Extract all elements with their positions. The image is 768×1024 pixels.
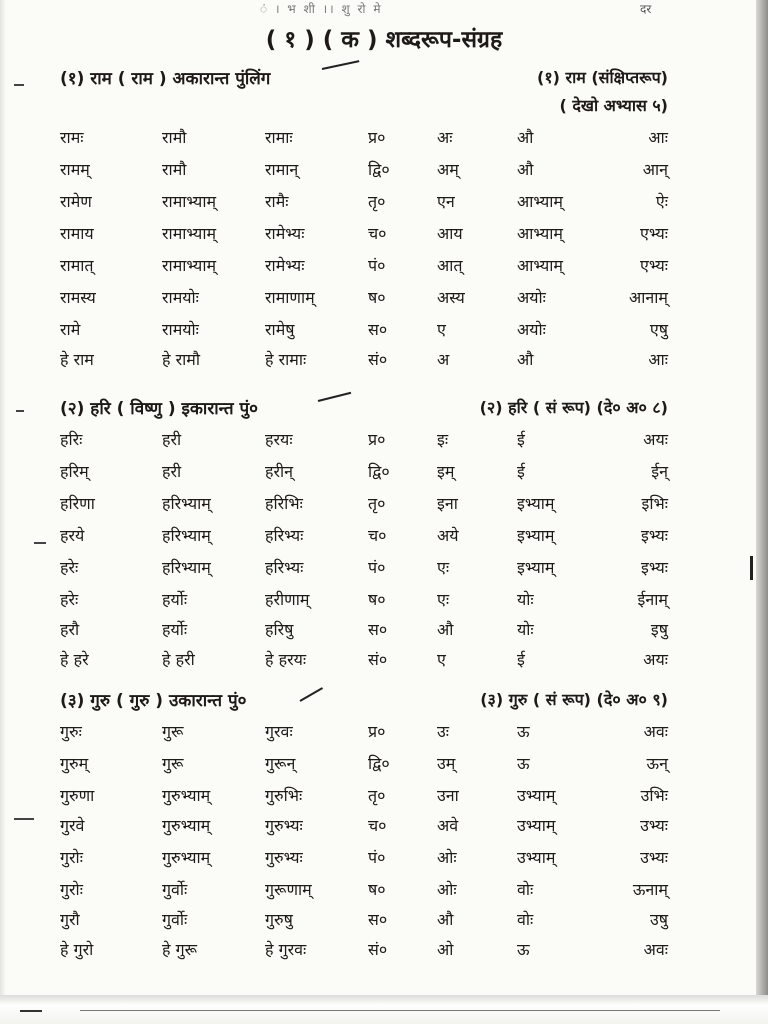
- margin-mark: [14, 818, 34, 820]
- table-cell: हे रामाः: [265, 350, 307, 369]
- table-cell: ईन्: [651, 462, 668, 481]
- page-binding-edge: [756, 0, 768, 1000]
- table-cell: गुरू: [162, 754, 184, 773]
- case-abbreviation: ष०: [368, 590, 386, 609]
- case-abbreviation: तृ०: [368, 192, 386, 211]
- table-cell: रामयोः: [162, 320, 199, 339]
- section-1-title: (१) राम ( राम ) अकारान्त पुंलिंग: [60, 69, 271, 89]
- table-cell: वोः: [517, 880, 534, 899]
- table-cell: ई: [517, 462, 525, 481]
- table-cell: गुरुणा: [60, 786, 95, 805]
- table-cell: हरिणा: [60, 494, 95, 513]
- table-cell: आय: [437, 224, 463, 243]
- table-cell: ऊ: [517, 754, 530, 773]
- table-cell: हरौ: [60, 620, 80, 639]
- table-cell: एषु: [649, 320, 668, 339]
- section-3-subtitle: (३) गुरु ( सं रूप) (दे० अ० ९): [480, 690, 668, 709]
- case-abbreviation: ष०: [368, 880, 386, 899]
- table-cell: रामे: [60, 320, 81, 339]
- cut-off-header-text: ं । भ शी ।। शु रो मे: [260, 2, 383, 16]
- table-cell: हरी: [162, 430, 182, 449]
- table-cell: हे गुरू: [162, 940, 198, 959]
- table-cell: हरिषु: [265, 620, 294, 639]
- table-cell: गुरू: [162, 722, 184, 741]
- table-cell: ई: [517, 430, 525, 449]
- table-cell: रामः: [60, 128, 84, 147]
- table-cell: गुरूणाम्: [265, 880, 312, 899]
- table-cell: हे हरी: [162, 650, 195, 669]
- table-cell: योः: [517, 590, 534, 609]
- pen-tick-mark: [300, 687, 324, 702]
- table-cell: इभ्याम्: [517, 526, 555, 545]
- case-abbreviation: तृ०: [368, 786, 386, 805]
- section-2-subtitle: (२) हरि ( सं रूप) (दे० अ० ८): [479, 398, 668, 417]
- table-cell: हे रामौ: [162, 350, 200, 369]
- table-cell: इषु: [650, 620, 668, 639]
- case-abbreviation: पं०: [368, 256, 386, 275]
- table-cell: आभ्याम्: [517, 224, 564, 243]
- table-cell: रामाभ्याम्: [162, 256, 217, 275]
- case-abbreviation: प्र०: [368, 430, 386, 449]
- table-cell: इभ्याम्: [517, 494, 555, 513]
- table-cell: आन्: [642, 160, 668, 179]
- table-cell: गुरौ: [60, 910, 80, 929]
- table-cell: ईनाम्: [637, 590, 668, 609]
- table-cell: हरीणाम्: [265, 590, 310, 609]
- table-cell: गुरुषु: [265, 910, 293, 929]
- case-abbreviation: पं०: [368, 558, 386, 577]
- table-cell: ए: [437, 320, 446, 339]
- table-cell: ए: [437, 650, 446, 669]
- table-cell: अवः: [643, 722, 668, 741]
- bottom-rule: [80, 1010, 720, 1011]
- table-cell: अस्य: [437, 288, 465, 307]
- table-cell: गुरुभ्याम्: [162, 848, 211, 867]
- table-cell: हरेः: [60, 590, 79, 609]
- table-cell: गुरुभिः: [265, 786, 303, 805]
- table-cell: रामेभ्यः: [265, 224, 305, 243]
- page-left-shadow: [0, 0, 6, 1000]
- case-abbreviation: द्वि०: [368, 160, 390, 179]
- table-cell: गुरुम्: [60, 754, 89, 773]
- table-cell: उना: [437, 786, 459, 805]
- table-cell: हे हरयः: [265, 650, 307, 669]
- table-cell: हर्योः: [162, 590, 188, 609]
- table-cell: रामौ: [162, 160, 187, 179]
- table-cell: इभ्यः: [640, 526, 668, 545]
- table-cell: गुरुभ्याम्: [162, 816, 211, 835]
- table-cell: औ: [437, 620, 454, 639]
- table-cell: वोः: [517, 910, 534, 929]
- margin-mark: [34, 542, 46, 544]
- table-cell: हरिभ्यः: [265, 558, 304, 577]
- table-cell: अम्: [437, 160, 459, 179]
- table-cell: अः: [437, 128, 453, 147]
- table-cell: उभ्यः: [640, 848, 668, 867]
- table-cell: आत्: [437, 256, 463, 275]
- table-cell: रामाय: [60, 224, 94, 243]
- table-cell: हे हरे: [60, 650, 89, 669]
- table-cell: हे गुरो: [60, 940, 94, 959]
- table-cell: हरिभ्याम्: [162, 526, 211, 545]
- table-cell: गुर्वोः: [162, 880, 188, 899]
- table-cell: हरिभ्यः: [265, 526, 304, 545]
- table-cell: एभ्यः: [639, 224, 668, 243]
- case-abbreviation: सं०: [368, 940, 388, 959]
- table-cell: अवे: [437, 816, 459, 835]
- table-cell: रामौ: [162, 128, 187, 147]
- table-cell: गुरवे: [60, 816, 85, 835]
- table-cell: योः: [517, 620, 534, 639]
- table-cell: गुरून्: [265, 754, 296, 773]
- table-cell: हरिम्: [60, 462, 89, 481]
- table-cell: हे गुरवः: [265, 940, 307, 959]
- table-cell: हे राम: [60, 350, 94, 369]
- table-cell: एन: [437, 192, 455, 211]
- table-cell: रामेभ्यः: [265, 256, 305, 275]
- table-cell: अ: [437, 350, 450, 369]
- table-cell: एः: [437, 590, 450, 609]
- table-cell: उः: [437, 722, 450, 741]
- margin-mark: [16, 410, 24, 412]
- table-cell: ओः: [437, 848, 457, 867]
- table-cell: अयः: [643, 430, 668, 449]
- table-cell: अयः: [643, 650, 668, 669]
- section-2-title: (२) हरि ( विष्णु ) इकारान्त पुं०: [60, 399, 259, 419]
- table-cell: रामाणाम्: [265, 288, 315, 307]
- case-abbreviation: प्र०: [368, 722, 386, 741]
- table-cell: गुरुभ्यः: [265, 848, 303, 867]
- pen-tick-mark: [322, 60, 360, 70]
- case-abbreviation: स०: [368, 620, 388, 639]
- table-cell: आभ्याम्: [517, 192, 564, 211]
- table-cell: ऊ: [517, 940, 530, 959]
- table-cell: औ: [517, 128, 534, 147]
- table-cell: रामात्: [60, 256, 94, 275]
- case-abbreviation: सं०: [368, 650, 388, 669]
- section-3-title: (३) गुरु ( गुरु ) उकारान्त पुं०: [60, 691, 247, 711]
- case-abbreviation: च०: [368, 526, 387, 545]
- table-cell: उभ्यः: [640, 816, 668, 835]
- case-abbreviation: च०: [368, 224, 387, 243]
- table-cell: गुरवः: [265, 722, 293, 741]
- table-cell: आः: [648, 128, 668, 147]
- table-cell: रामान्: [265, 160, 299, 179]
- table-cell: आनाम्: [629, 288, 668, 307]
- table-cell: अयोः: [517, 320, 546, 339]
- table-cell: उभिः: [640, 786, 668, 805]
- case-abbreviation: ष०: [368, 288, 386, 307]
- table-cell: हरये: [60, 526, 85, 545]
- page-title: ( १ ) ( क ) शब्दरूप-संग्रह: [265, 27, 503, 53]
- table-cell: हरेः: [60, 558, 79, 577]
- case-abbreviation: स०: [368, 910, 388, 929]
- table-cell: हरिभिः: [265, 494, 303, 513]
- section-1-subtitle: (१) राम (संक्षिप्तरूप): [537, 68, 668, 87]
- table-cell: औ: [517, 350, 534, 369]
- table-cell: गुर्वोः: [162, 910, 188, 929]
- table-cell: ओः: [437, 880, 457, 899]
- table-cell: अये: [437, 526, 459, 545]
- table-cell: ऊ: [517, 722, 530, 741]
- table-cell: इभिः: [641, 494, 668, 513]
- case-abbreviation: द्वि०: [368, 754, 390, 773]
- table-cell: उम्: [437, 754, 456, 773]
- case-abbreviation: प्र०: [368, 128, 386, 147]
- case-abbreviation: द्वि०: [368, 462, 390, 481]
- table-cell: गुरोः: [60, 880, 83, 899]
- table-cell: इभ्यः: [640, 558, 668, 577]
- section-1-reference: ( देखो अभ्यास ५): [559, 96, 668, 115]
- table-cell: रामेषु: [265, 320, 295, 339]
- case-abbreviation: सं०: [368, 350, 388, 369]
- table-cell: रामैः: [265, 192, 289, 211]
- table-cell: ई: [517, 650, 525, 669]
- page-number: दर: [640, 2, 652, 16]
- table-cell: हरी: [162, 462, 182, 481]
- table-cell: अवः: [643, 940, 668, 959]
- table-cell: इना: [437, 494, 458, 513]
- margin-mark: [750, 556, 753, 580]
- table-cell: इभ्याम्: [517, 558, 555, 577]
- table-cell: उभ्याम्: [517, 848, 556, 867]
- table-cell: एः: [437, 558, 450, 577]
- table-cell: औ: [437, 910, 454, 929]
- table-cell: ऐः: [655, 192, 668, 211]
- table-cell: रामम्: [60, 160, 90, 179]
- table-cell: ऊन्: [646, 754, 668, 773]
- table-cell: हर्योः: [162, 620, 188, 639]
- table-cell: गुरुः: [60, 722, 82, 741]
- table-cell: एभ्यः: [639, 256, 668, 275]
- margin-mark: [14, 84, 24, 86]
- table-cell: इम्: [437, 462, 455, 481]
- table-cell: हरयः: [265, 430, 293, 449]
- table-cell: रामाभ्याम्: [162, 192, 217, 211]
- table-cell: गुरुभ्यः: [265, 816, 303, 835]
- table-cell: ओ: [437, 940, 454, 959]
- case-abbreviation: पं०: [368, 848, 386, 867]
- table-cell: आभ्याम्: [517, 256, 564, 275]
- table-cell: रामाः: [265, 128, 293, 147]
- case-abbreviation: तृ०: [368, 494, 386, 513]
- table-cell: उभ्याम्: [517, 786, 556, 805]
- table-cell: अयोः: [517, 288, 546, 307]
- table-cell: औ: [517, 160, 534, 179]
- table-cell: हरिभ्याम्: [162, 558, 211, 577]
- table-cell: रामस्य: [60, 288, 96, 307]
- table-cell: रामेण: [60, 192, 92, 211]
- table-cell: रामयोः: [162, 288, 199, 307]
- table-cell: रामाभ्याम्: [162, 224, 217, 243]
- table-cell: गुरोः: [60, 848, 83, 867]
- table-cell: उभ्याम्: [517, 816, 556, 835]
- bottom-rule-left: [20, 1010, 42, 1012]
- table-cell: आः: [648, 350, 668, 369]
- table-cell: उषु: [649, 910, 668, 929]
- case-abbreviation: च०: [368, 816, 387, 835]
- table-cell: ऊनाम्: [632, 880, 668, 899]
- table-cell: हरिभ्याम्: [162, 494, 211, 513]
- pen-tick-mark: [318, 392, 351, 402]
- table-cell: हरिः: [60, 430, 83, 449]
- table-cell: इः: [437, 430, 449, 449]
- table-cell: गुरुभ्याम्: [162, 786, 211, 805]
- table-cell: हरीन्: [265, 462, 294, 481]
- case-abbreviation: स०: [368, 320, 388, 339]
